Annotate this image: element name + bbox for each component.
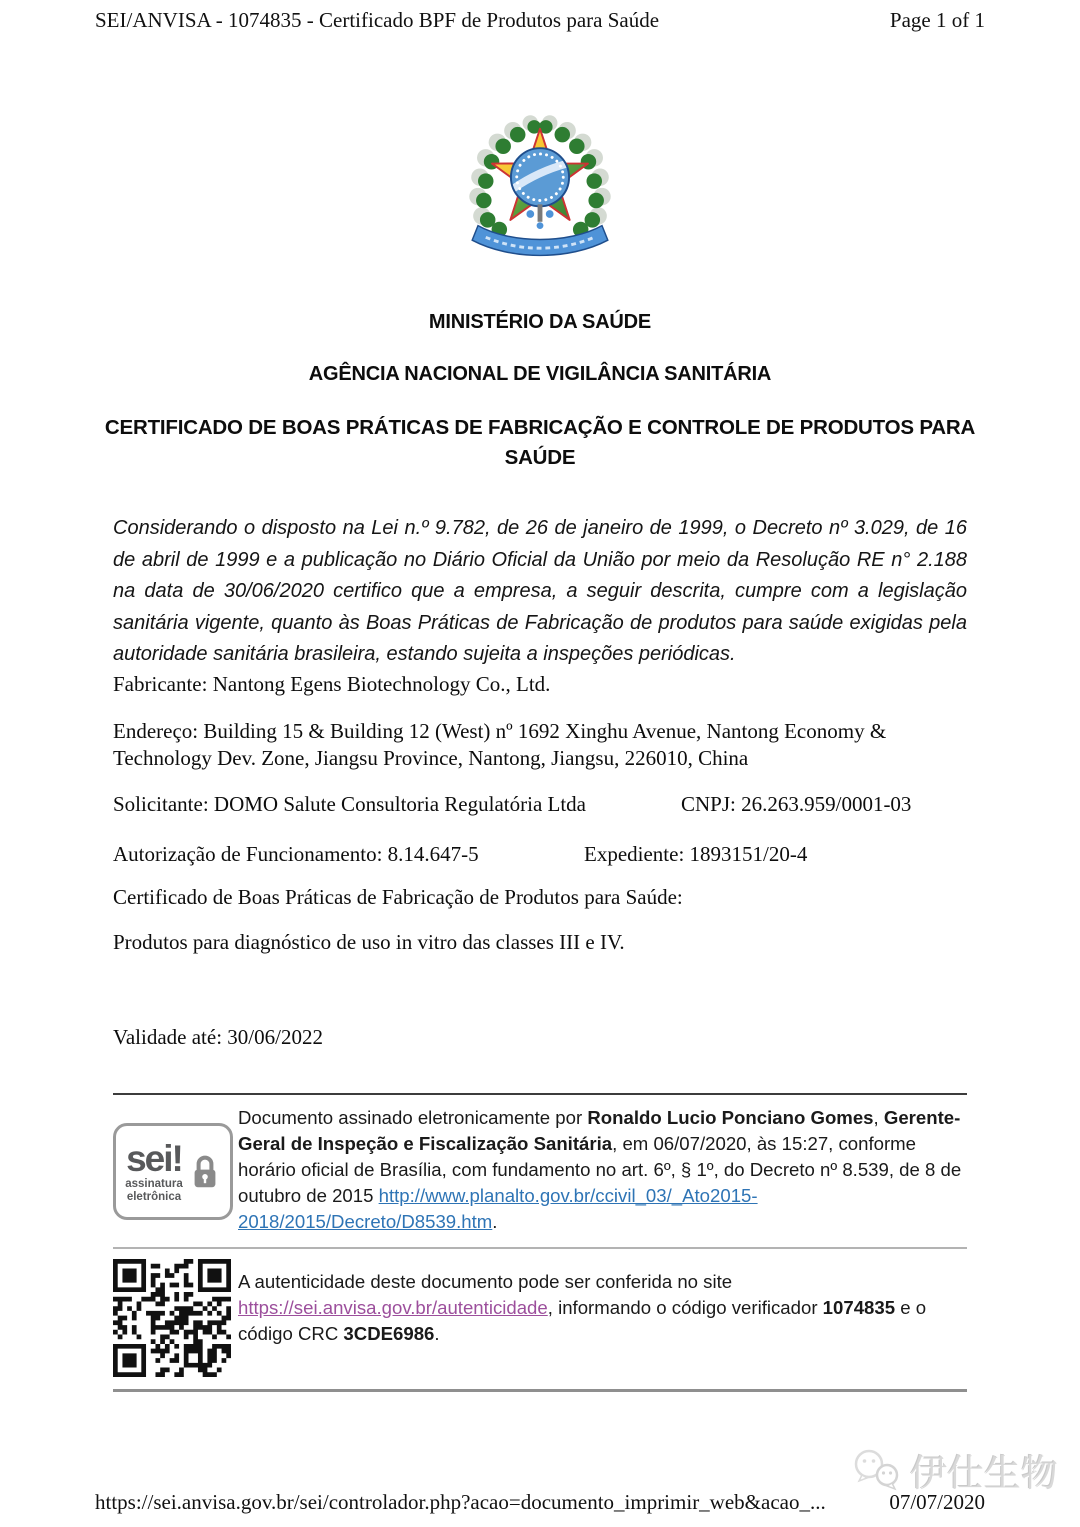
sei-electronic-signature-logo [113, 1123, 233, 1220]
ministry-title: MINISTÉRIO DA SAÚDE [428, 311, 652, 333]
expediente-value: Expediente: 1893151/20-4 [584, 842, 808, 866]
sei-caption-1: assinatura [125, 1177, 183, 1190]
page-header [95, 8, 985, 33]
wechat-icon [850, 1448, 902, 1492]
certificado-scope-line: Certificado de Boas Práticas de Fabricação de Produtos para Saúde: [113, 885, 683, 909]
signature-text-3: . [492, 1211, 498, 1232]
validade-line: Validade até: 30/06/2022 [113, 1025, 323, 1049]
footer-url: https://sei.anvisa.gov.br/sei/controlador.php?acao=documento_imprimir_web&acao_... [95, 1490, 826, 1514]
endereco-line: Endereço: Building 15 & Building 12 (West) nº 1692 Xinghu Avenue, Nantong Economy & Technology Dev. Zone, Jiangsu Province, Nantong, Jiangsu, 226010, China [113, 719, 887, 770]
verification-text-2: , informando o código verificador [547, 1297, 823, 1318]
signature-table [113, 1093, 967, 1392]
agency-title: AGÊNCIA NACIONAL DE VIGILÂNCIA SANITÁRIA [308, 363, 772, 385]
decreto-link[interactable]: http://www.planalto.gov.br/ccivil_03/_Ato2015-2018/2015/Decreto/D8539.htm [238, 1185, 758, 1232]
company-watermark [850, 1443, 1058, 1497]
signer-role: Gerente-Geral de Inspeção e Fiscalização Sanitária [238, 1107, 961, 1154]
autorizacao-row [113, 842, 967, 867]
verification-row [113, 1249, 967, 1389]
verification-crc: 3CDE6986 [343, 1323, 435, 1344]
coat-of-arms-graphic [463, 100, 618, 268]
page-footer [95, 1490, 985, 1515]
autorizacao-value: Autorização de Funcionamento: 8.14.647-5 [113, 842, 479, 866]
considerations-paragraph: Considerando o disposto na Lei n.º 9.782, de 26 de janeiro de 1999, o Decreto nº 3.029, de 16 de abril de 1999 e a publicação no Diário Oficial da União por meio da Resolução RE n° 2.188 na data de 30/06/2020 certifico que a empresa, a seguir descrita, cumpre com a legislação sanitária vigente, quanto às Boas Práticas de Fabricação de produtos para saúde exigidas pela autoridade sanitária brasileira, estando sujeita a inspeções periódicas. [113, 517, 967, 666]
brazil-coat-of-arms [463, 100, 618, 273]
solicitante-row [113, 792, 967, 817]
certificate-title [0, 413, 1080, 473]
verification-text-4: . [434, 1323, 440, 1344]
produtos-line: Produtos para diagnóstico de uso in vitro das classes III e IV. [113, 930, 625, 954]
cnpj-value: CNPJ: 26.263.959/0001-03 [681, 792, 912, 816]
verification-code: 1074835 [822, 1297, 896, 1318]
signature-text-2: , em 06/07/2020, às 15:27, conforme horário oficial de Brasília, com fundamento no art. 6º, § 1º, do Decreto nº 8.539, de 8 de outubro de 2015 [238, 1133, 962, 1206]
signature-text-1: Documento assinado eletronicamente por [238, 1107, 588, 1128]
signature-statement [238, 1105, 967, 1235]
certificate-title-text: CERTIFICADO DE BOAS PRÁTICAS DE FABRICAÇÃO E CONTROLE DE PRODUTOS PARA SAÚDE [104, 416, 976, 469]
header-page-number: Page 1 of 1 [889, 8, 985, 32]
padlock-icon [189, 1152, 221, 1192]
footer-date: 07/07/2020 [889, 1490, 985, 1514]
sei-caption-2: eletrônica [126, 1191, 182, 1203]
verification-statement [238, 1259, 967, 1347]
verification-text-1: A autenticidade deste documento pode ser conferida no site [238, 1271, 733, 1292]
signature-sep: , [873, 1107, 884, 1128]
sei-logo-cell [113, 1105, 238, 1220]
autenticidade-link[interactable]: https://sei.anvisa.gov.br/autenticidade [238, 1297, 548, 1318]
signature-row [113, 1095, 967, 1249]
solicitante-value: Solicitante: DOMO Salute Consultoria Regulatória Ltda [113, 792, 587, 816]
qr-cell [113, 1259, 238, 1377]
qr-code [113, 1259, 231, 1377]
sei-brand: sei! [126, 1137, 182, 1179]
watermark-text: 伊仕生物 [910, 1453, 1058, 1494]
header-document-title: SEI/ANVISA - 1074835 - Certificado BPF de Produtos para Saúde [95, 8, 660, 32]
signer-name: Ronaldo Lucio Ponciano Gomes [587, 1107, 874, 1128]
sei-logo-text [125, 1137, 183, 1204]
verification-text-3: e o código CRC [238, 1297, 927, 1344]
fabricante-line: Fabricante: Nantong Egens Biotechnology Co., Ltd. [113, 672, 551, 696]
